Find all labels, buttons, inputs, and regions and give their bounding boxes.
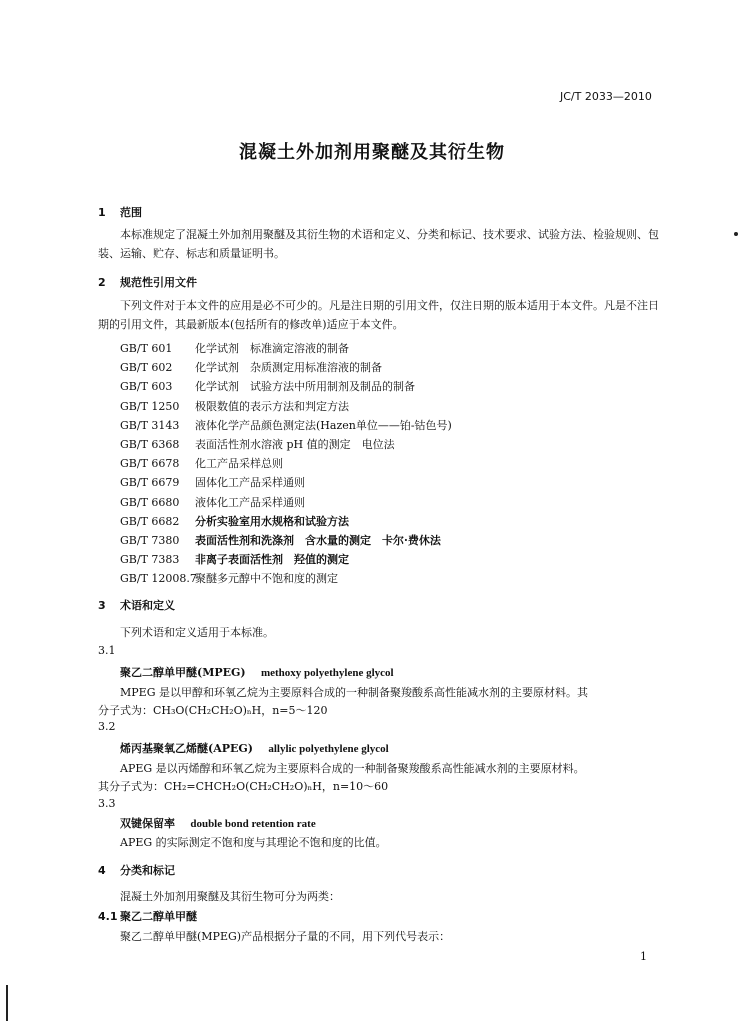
term-number: 3.3 [98, 797, 116, 810]
standard-code: JC/T 2033—2010 [560, 90, 652, 103]
reference-code: GB/T 3143 [120, 418, 180, 432]
section-4-heading [98, 862, 175, 878]
section-number: 3 [98, 599, 106, 612]
reference-title: 液体化学产品颜色测定法(Hazen单位——铂-钴色号) [195, 418, 452, 432]
reference-code: GB/T 6680 [120, 495, 180, 509]
reference-item [120, 436, 395, 452]
section-1-text: 本标准规定了混凝土外加剂用聚醚及其衍生物的术语和定义、分类和标记、技术要求、试验方法、检验规则、包装、运输、贮存、标志和质量证明书。 [98, 228, 659, 260]
reference-item [120, 551, 349, 567]
reference-title: 聚醚多元醇中不饱和度的测定 [195, 572, 338, 586]
term-zh: 烯丙基聚氧乙烯醚(APEG) [120, 742, 253, 755]
term-number: 3.1 [98, 644, 116, 657]
section-4-text: 聚乙二醇单甲醚(MPEG)产品根据分子量的不同，用下列代号表示： [120, 930, 451, 943]
document-title: 混凝土外加剂用聚醚及其衍生物 [239, 142, 505, 163]
reference-item [120, 494, 305, 510]
scan-speck [734, 232, 738, 236]
section-number: 2 [98, 276, 106, 289]
section-4-intro: 混凝土外加剂用聚醚及其衍生物可分为两类： [120, 890, 340, 903]
term-heading [120, 815, 316, 831]
reference-title: 化学试剂 试验方法中所用制剂及制品的制备 [195, 380, 415, 394]
reference-code: GB/T 6679 [120, 476, 180, 490]
term-definition: APEG 是以丙烯醇和环氧乙烷为主要原料合成的一种制备聚羧酸系高性能减水剂的主要原材料。 [120, 762, 585, 775]
reference-item [120, 417, 452, 433]
reference-title: 化工产品采样总则 [195, 457, 283, 471]
section-number: 1 [98, 206, 106, 219]
reference-title: 液体化工产品采样通则 [195, 495, 305, 509]
reference-title: 化学试剂 杂质测定用标准溶液的制备 [195, 361, 382, 375]
reference-code: GB/T 6678 [120, 457, 180, 471]
section-2-heading [98, 274, 197, 290]
reference-item [120, 513, 349, 529]
section-title: 术语和定义 [120, 599, 175, 612]
reference-title: 化学试剂 标准滴定溶液的制备 [195, 342, 349, 355]
subsection-number: 4.1 [98, 910, 118, 923]
reference-title: 极限数值的表示方法和判定方法 [195, 399, 349, 413]
term-heading [120, 664, 394, 680]
reference-item [120, 455, 283, 471]
section-2-intro: 下列文件对于本文件的应用是必不可少的。凡是注日期的引用文件，仅注日期的版本适用于本文件。凡是不注日期的引用文件，其最新版本(包括所有的修改单)适应于本文件。 [98, 299, 659, 331]
term-definition: MPEG 是以甲醇和环氧乙烷为主要原料合成的一种制备聚羧酸系高性能减水剂的主要原材料。其 [120, 686, 588, 699]
reference-item [120, 532, 441, 548]
reference-item [120, 398, 349, 414]
section-3-heading [98, 597, 175, 613]
reference-code: GB/T 7380 [120, 534, 180, 547]
section-title: 范围 [120, 206, 142, 219]
reference-code: GB/T 601 [120, 342, 173, 355]
term-heading [120, 740, 389, 756]
term-formula: 分子式为：CH₃O(CH₂CH₂O)ₙH，n=5～120 [98, 704, 328, 717]
section-number: 4 [98, 864, 106, 877]
reference-code: GB/T 6682 [120, 514, 180, 528]
term-definition: APEG 的实际测定不饱和度与其理论不饱和度的比值。 [120, 836, 387, 849]
reference-title: 表面活性剂水溶液 pH 值的测定 电位法 [195, 438, 395, 451]
reference-code: GB/T 7383 [120, 553, 180, 567]
reference-title: 分析实验室用水规格和试验方法 [195, 514, 349, 528]
term-zh: 双键保留率 [120, 817, 175, 830]
reference-code: GB/T 6368 [120, 438, 180, 451]
reference-item [120, 378, 415, 394]
term-zh: 聚乙二醇单甲醚(MPEG) [120, 666, 246, 679]
term-en: allylic polyethylene glycol [268, 743, 389, 755]
reference-code: GB/T 602 [120, 361, 173, 375]
subsection-title: 聚乙二醇单甲醚 [120, 910, 197, 923]
section-3-intro: 下列术语和定义适用于本标准。 [120, 626, 274, 639]
reference-item [120, 340, 349, 356]
reference-title: 非离子表面活性剂 羟值的测定 [195, 553, 349, 567]
reference-code: GB/T 603 [120, 380, 173, 394]
reference-code: GB/T 1250 [120, 399, 180, 413]
section-title: 分类和标记 [120, 864, 175, 877]
reference-title: 表面活性剂和洗涤剂 含水量的测定 卡尔·费休法 [195, 534, 441, 547]
term-formula: 其分子式为：CH₂=CHCH₂O(CH₂CH₂O)ₙH，n=10～60 [98, 780, 389, 793]
reference-item [120, 359, 382, 375]
reference-title: 固体化工产品采样通则 [195, 476, 305, 490]
page-number: 1 [640, 950, 647, 963]
subsection-4-1-heading [98, 908, 197, 924]
term-number: 3.2 [98, 720, 116, 733]
scan-edge-mark [6, 985, 8, 1021]
reference-code: GB/T 12008.7 [120, 572, 197, 586]
section-1-heading [98, 204, 142, 220]
reference-item [120, 570, 338, 586]
section-title: 规范性引用文件 [120, 276, 197, 289]
reference-item [120, 474, 305, 490]
term-en: methoxy polyethylene glycol [260, 667, 394, 679]
term-en: double bond retention rate [190, 818, 316, 830]
